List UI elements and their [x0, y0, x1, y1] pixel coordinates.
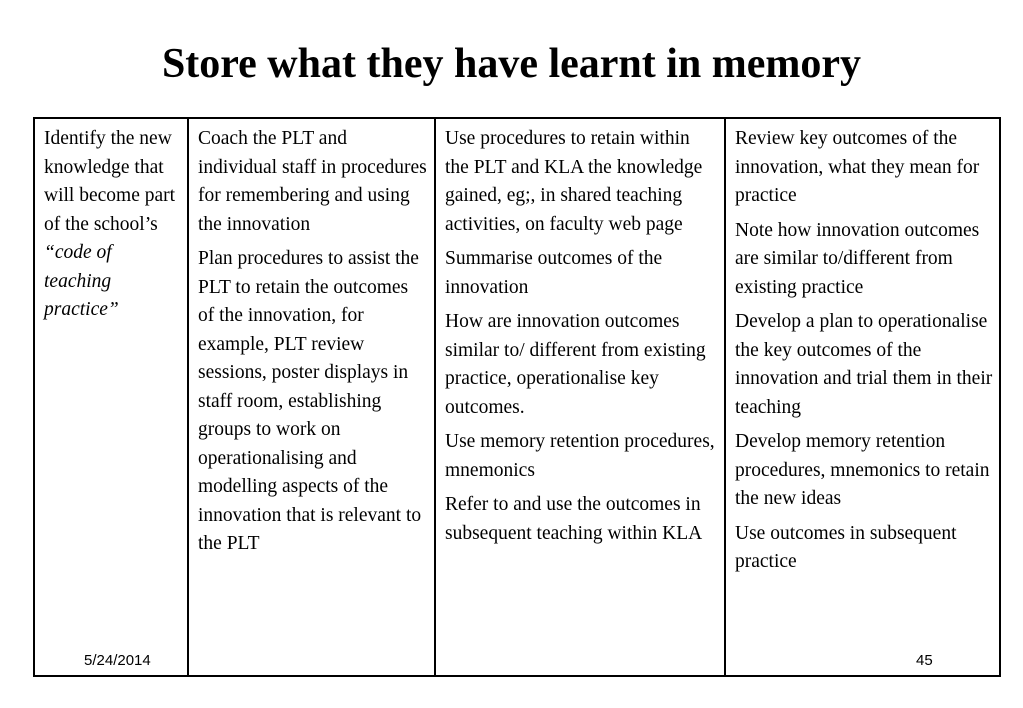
cell-text-italic: “code of teaching practice”	[44, 242, 119, 320]
table-cell-coach	[188, 118, 435, 676]
cell-paragraph: Review key outcomes of the innovation, what they mean for practice	[735, 128, 980, 206]
cell-paragraph: Plan procedures to assist the PLT to retain the outcomes of the innovation, for example, PLT review sessions, poster displays in staff room, establishing groups to work on operationalising and modelling aspects of the innovation that is relevant to the PLT	[198, 248, 422, 554]
cell-paragraph: Summarise outcomes of the innovation	[445, 248, 663, 298]
cell-paragraph: Use memory retention procedures, mnemonics	[445, 431, 715, 481]
footer-date: 5/24/2014	[84, 652, 151, 669]
page-number: 45	[916, 652, 933, 669]
table-cell-review	[725, 118, 1000, 676]
cell-paragraph: Refer to and use the outcomes in subsequent teaching within KLA	[445, 494, 703, 544]
cell-text: Identify the new knowledge that will become part of the school’s	[44, 128, 176, 235]
table-row	[34, 118, 1000, 676]
cell-paragraph: Develop memory retention procedures, mnemonics to retain the new ideas	[735, 431, 990, 509]
cell-paragraph: How are innovation outcomes similar to/ different from existing practice, operationalise key outcomes.	[445, 311, 706, 418]
cell-paragraph: Coach the PLT and individual staff in procedures for remembering and using the innovation	[198, 128, 427, 235]
cell-paragraph: Note how innovation outcomes are similar to/different from existing practice	[735, 219, 980, 298]
table-cell-procedures	[435, 118, 725, 676]
content-table	[33, 117, 1001, 677]
table-cell-knowledge	[34, 118, 188, 676]
cell-paragraph: Use procedures to retain within the PLT and KLA the knowledge gained, eg;, in shared teaching activities, on faculty web page	[445, 128, 703, 235]
cell-paragraph: Develop a plan to operationalise the key outcomes of the innovation and trial them in their teaching	[735, 311, 993, 418]
slide-title: Store what they have learnt in memory	[161, 41, 862, 87]
cell-paragraph: Use outcomes in subsequent practice	[735, 522, 957, 572]
